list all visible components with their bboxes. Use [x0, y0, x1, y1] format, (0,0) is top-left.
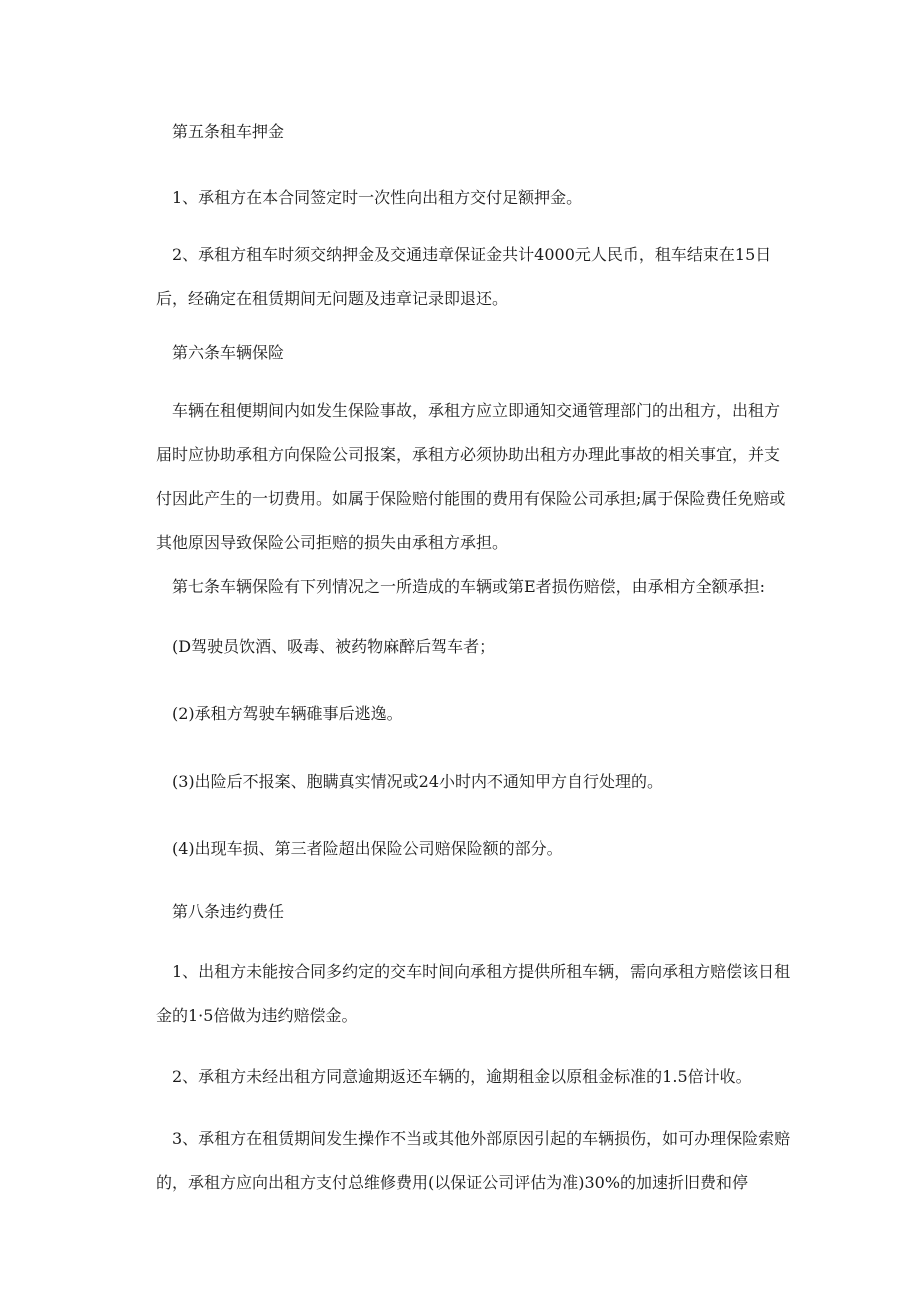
- list-item-4: (4)出现车损、第三者险超出保险公司赔保险额的部分。: [172, 839, 563, 858]
- paragraph-insurance: [156, 389, 792, 565]
- list-item-2: (2)承租方驾驶车辆碓事后逃逸。: [172, 704, 403, 723]
- article-6-heading: 第六条车辆保险: [172, 343, 285, 362]
- paragraph-deposit-1: 1、承租方在本合同签定时一次性向出租方交付足额押金。: [172, 188, 583, 207]
- article-7-heading: 第七条车辆保险有下列情况之一所造成的车辆或第E者损伤赔偿，由承相方全额承担:: [172, 577, 766, 596]
- article-8-heading: 第八条违约费任: [172, 902, 285, 921]
- paragraph-deposit-2-text: 2、承租方租车时须交纳押金及交通违章保证金共计4000元人民币，租车结束在15日后，经确定在租赁期间无问题及违章记录即退还。: [156, 245, 772, 308]
- paragraph-breach-3-text: 3、承租方在租赁期间发生操作不当或其他外部原因引起的车辆损伤，如可办理保险索赔的，承租方应向出租方支付总维修费用(以保证公司评估为准)30%的加速折旧费和停: [156, 1129, 791, 1192]
- list-item-3: (3)出险后不报案、胞瞒真实情况或24小时内不通知甲方自行处理的。: [172, 772, 664, 791]
- paragraph-breach-2: 2、承租方未经出租方同意逾期返还车辆的，逾期租金以原租金标准的1.5倍计收。: [172, 1067, 752, 1086]
- paragraph-breach-3: [156, 1117, 792, 1205]
- paragraph-deposit-2: [156, 233, 792, 321]
- paragraph-breach-1: [156, 950, 792, 1038]
- paragraph-breach-1-text: 1、出租方未能按合同多约定的交车时间向承租方提供所租车辆，需向承租方赔偿该日租金的1·5倍做为违约赔偿金。: [156, 962, 791, 1025]
- article-5-heading: 第五条租车押金: [172, 122, 285, 141]
- paragraph-insurance-text: 车辆在租便期间内如发生保险事故，承租方应立即通知交通管理部门的出租方，出租方届时应协助承租方向保险公司报案，承租方必须协助出租方办理此事故的相关事宜，并支付因此产生的一切费用。如属于保险赔付能围的费用有保险公司承担;属于保险费任免赔或其他原因导致保险公司拒赔的损失由承租方承担。: [156, 401, 786, 552]
- list-item-1: (D驾驶员饮酒、吸毒、被药物麻醉后驾车者；: [172, 637, 496, 656]
